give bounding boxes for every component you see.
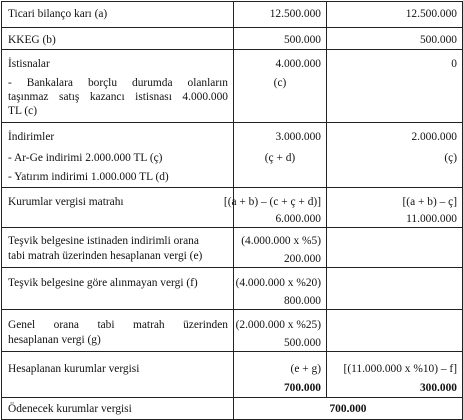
label-cell [2, 268, 234, 309]
value-cell [234, 268, 327, 309]
table-row [2, 398, 462, 419]
value: 500.000 [283, 337, 321, 349]
row-label: Kurumlar vergisi matrahı [8, 196, 124, 208]
table-row [2, 28, 462, 50]
row-label: Hesaplanan kurumlar vergisi [8, 363, 140, 375]
table-row [2, 123, 462, 188]
value-cell [327, 123, 462, 187]
value: 300.000 [419, 382, 457, 394]
value-cell [327, 28, 462, 49]
value: 2.000.000 [411, 131, 457, 143]
table-row [2, 228, 462, 268]
label-cell [2, 28, 234, 49]
value: 800.000 [283, 295, 321, 307]
value: 6.000.000 [275, 213, 321, 225]
empty-cell [327, 310, 462, 351]
value: 12.500.000 [405, 8, 457, 20]
label-cell [2, 2, 234, 27]
row-description: taşınmaz satış kazancı istisnası 4.000.000 [8, 91, 228, 103]
value-formula: [(a + b) – ç] [402, 196, 457, 208]
label-cell [2, 310, 234, 351]
empty-cell [327, 268, 462, 309]
row-label: tabi matrah üzerinden hesaplanan vergi (e) [8, 250, 203, 262]
value: 200.000 [283, 253, 321, 265]
row-description: - Ar-Ge indirimi 2.000.000 TL (ç) [8, 152, 163, 164]
value-formula: (e + g) [290, 363, 321, 375]
value: 3.000.000 [275, 131, 321, 143]
label-cell [2, 228, 234, 267]
value-cell [234, 352, 327, 397]
total-value: 700.000 [329, 403, 367, 415]
row-label: Teşvik belgesine istinaden indirimli orana [8, 235, 199, 247]
value-cell [234, 2, 327, 27]
table-row [2, 188, 462, 228]
value-cell [234, 28, 327, 49]
value-cell [327, 2, 462, 27]
value: 4.000.000 [275, 58, 321, 70]
value: 500.000 [283, 34, 321, 46]
label-cell [2, 398, 234, 419]
table-row [2, 352, 462, 398]
label-cell [2, 123, 234, 187]
value: 12.500.000 [269, 8, 321, 20]
row-label: hesaplanan vergi (g) [8, 334, 101, 346]
table-row [2, 2, 462, 28]
row-label: Genel orana tabi matrah üzerinden [8, 319, 228, 331]
label-cell [2, 352, 234, 397]
row-label: Teşvik belgesine göre alınmayan vergi (f) [8, 277, 198, 289]
label-cell [2, 188, 234, 227]
value-cell [234, 228, 327, 267]
value-reference: (c) [273, 77, 287, 89]
table-row [2, 50, 462, 123]
row-label: Ticari bilanço karı (a) [8, 8, 108, 20]
value-reference: (ç) [444, 152, 457, 164]
value-formula: (2.000.000 x %25) [235, 319, 321, 331]
row-label: İndirimler [8, 131, 55, 143]
value-cell [234, 310, 327, 351]
row-description: - Yatırım indirimi 1.000.000 TL (d) [8, 171, 169, 183]
tax-calculation-table [1, 1, 463, 420]
row-label: İstisnalar [8, 58, 50, 70]
value-cell [327, 352, 462, 397]
value: 700.000 [283, 382, 321, 394]
row-description: TL (c) [8, 105, 37, 117]
merged-value-cell [234, 398, 462, 419]
value-cell [327, 50, 462, 122]
label-cell [2, 50, 234, 122]
row-description: - Bankalara borçlu durumda olanların [8, 77, 228, 89]
value-reference: (ç + d) [264, 152, 296, 164]
value: 0 [451, 58, 457, 70]
row-label: KKEG (b) [8, 34, 56, 46]
value-formula: [(a + b) – (c + ç + d)] [223, 196, 321, 208]
row-label: Ödenecek kurumlar vergisi [8, 403, 132, 415]
value-formula: (4.000.000 x %5) [241, 235, 321, 247]
value: 11.000.000 [406, 213, 457, 225]
empty-cell [327, 228, 462, 267]
value-cell [234, 123, 327, 187]
value-cell [223, 188, 327, 227]
value-formula: (4.000.000 x %20) [235, 277, 321, 289]
table-row [2, 268, 462, 310]
table-row [2, 310, 462, 352]
value-cell [234, 50, 327, 122]
value: 500.000 [419, 34, 457, 46]
value-formula: [(11.000.000 x %10) – f] [343, 363, 457, 375]
value-cell [327, 188, 462, 227]
